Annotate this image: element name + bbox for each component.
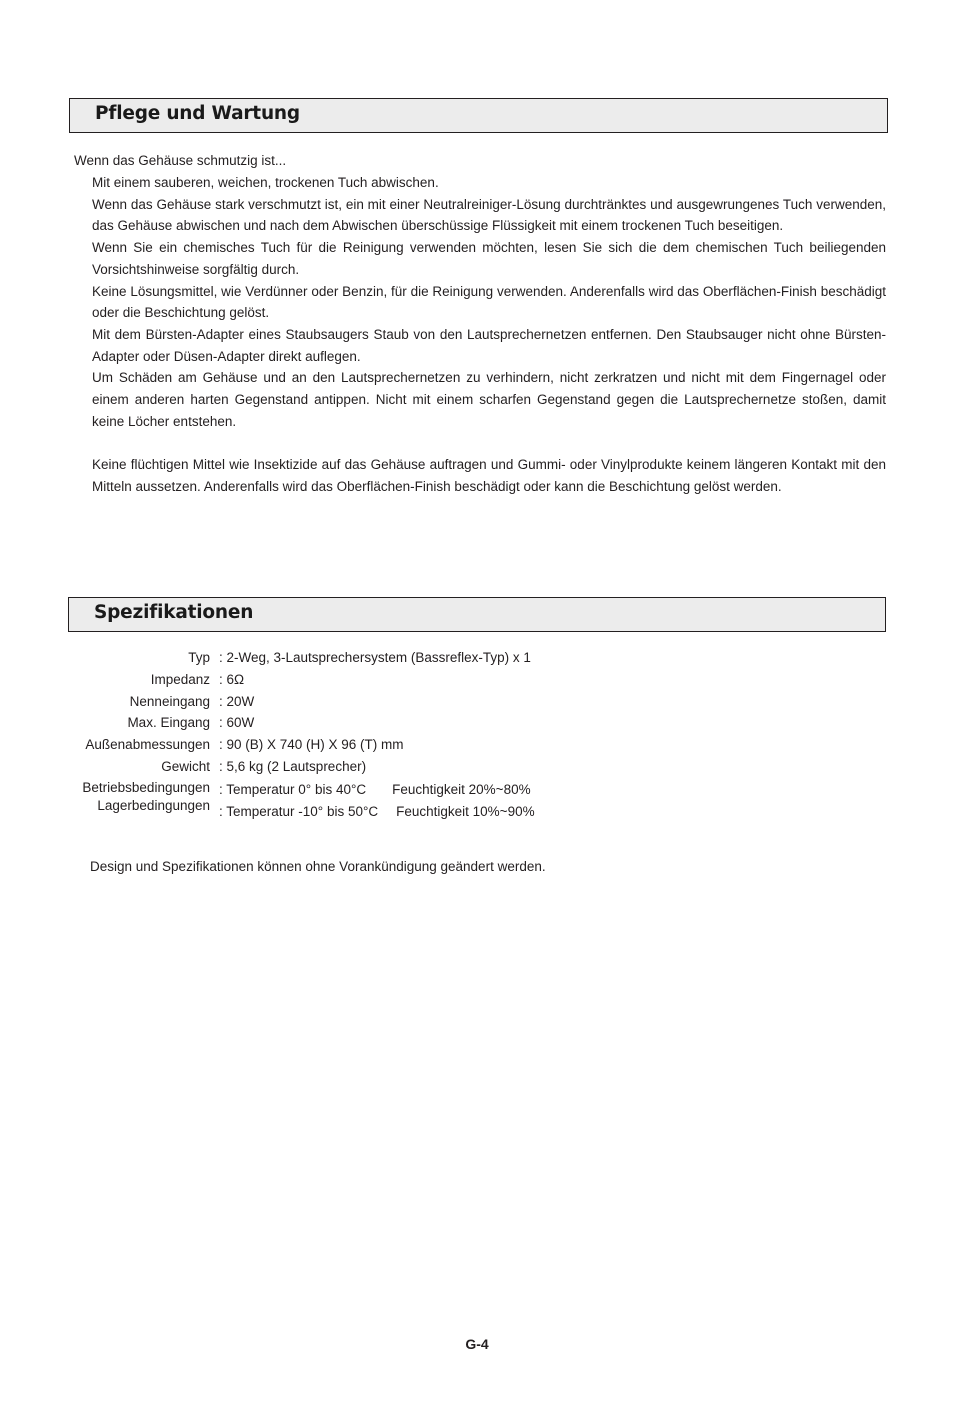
care-item: Wenn das Gehäuse stark verschmutzt ist, ein mit einer Neutralreiniger-Lösung durchtränktes und ausgewrungenes Tuch verwenden, das Gehäuse abwischen und nach dem Abwischen überschüssige Flüssigkeit mit einem trockenen Tuch beseitigen. — [92, 196, 886, 234]
care-item: Um Schäden am Gehäuse und an den Lautsprechernetzen zu verhindern, nicht zerkratzen und nicht mit dem Fingernagel oder einem anderen harten Gegenstand antippen. Nicht mit einem scharfen Gegenstand gegen die Lautsprechernetze stoßen, damit keine Löcher entstehen. — [92, 370, 886, 429]
spec-label: Impedanz — [150, 672, 210, 688]
care-item: Mit einem sauberen, weichen, trockenen Tuch abwischen. — [92, 175, 439, 190]
spec-row — [60, 712, 535, 734]
storage-humidity: Feuchtigkeit 10%~90% — [396, 804, 535, 820]
spec-label: Gewicht — [161, 758, 210, 774]
care-item: Mit dem Bürsten-Adapter eines Staubsaugers Staub von den Lautsprechernetzen entfernen. Den Staubsauger nicht ohne Bürsten-Adapter oder Düsen-Adapter direkt auflegen. — [92, 326, 886, 364]
spec-value: : 6Ω — [219, 672, 245, 688]
spec-label: Außenabmessungen — [85, 737, 210, 753]
spec-footnote: Design und Spezifikationen können ohne Vorankündigung geändert werden. — [90, 859, 546, 874]
spec-table — [60, 647, 535, 823]
page-number: G-4 — [465, 1336, 489, 1352]
spec-label: Typ — [188, 650, 210, 666]
spec-value: : 20W — [219, 693, 255, 709]
care-item: Wenn Sie ein chemisches Tuch für die Reinigung verwenden möchten, lesen Sie sich die dem chemischen Tuch beiliegenden Vorsichtshinweise sorgfältig durch. — [92, 240, 886, 277]
care-note: Keine flüchtigen Mittel wie Insektizide auf das Gehäuse auftragen und Gummi- oder Vinylprodukte keinem längeren Kontakt mit den Mitteln aussetzen. Anderenfalls wird das Oberflächen-Finish beschädigt oder kann die Beschichtung gelöst werden. — [92, 456, 886, 494]
storage-label: Lagerbedingungen — [97, 798, 210, 814]
spec-row — [60, 755, 535, 777]
spec-value: : 2-Weg, 3-Lautsprechersystem (Bassreflex-Typ) x 1 — [219, 650, 531, 666]
care-intro: Wenn das Gehäuse schmutzig ist... — [74, 153, 287, 168]
spec-value: : 5,6 kg (2 Lautsprecher) — [219, 758, 367, 774]
storage-temperature: : Temperatur -10° bis 50°C — [219, 804, 379, 820]
spec-row-conditions — [60, 777, 535, 823]
operating-temperature: : Temperatur 0° bis 40°C — [219, 782, 367, 798]
spec-label: Max. Eingang — [127, 715, 210, 731]
operating-label: Betriebsbedingungen — [82, 780, 210, 796]
spec-value: : 90 (B) X 740 (H) X 96 (T) mm — [219, 737, 404, 753]
spec-heading: Spezifikationen — [94, 602, 254, 623]
spec-label: Nenneingang — [129, 693, 210, 709]
spec-row — [60, 669, 535, 691]
care-instructions — [92, 172, 886, 497]
spec-row — [60, 734, 535, 756]
operating-humidity: Feuchtigkeit 20%~80% — [392, 782, 531, 798]
care-heading: Pflege und Wartung — [95, 103, 300, 124]
care-item: Keine Lösungsmittel, wie Verdünner oder Benzin, für die Reinigung verwenden. Anderenfalls wird das Oberflächen-Finish beschädigt oder die Beschichtung gelöst. — [92, 283, 886, 321]
spec-row — [60, 647, 535, 669]
spec-value: : 60W — [219, 715, 255, 731]
spec-section-header — [68, 597, 886, 632]
care-section-header — [69, 98, 888, 133]
spec-row — [60, 690, 535, 712]
